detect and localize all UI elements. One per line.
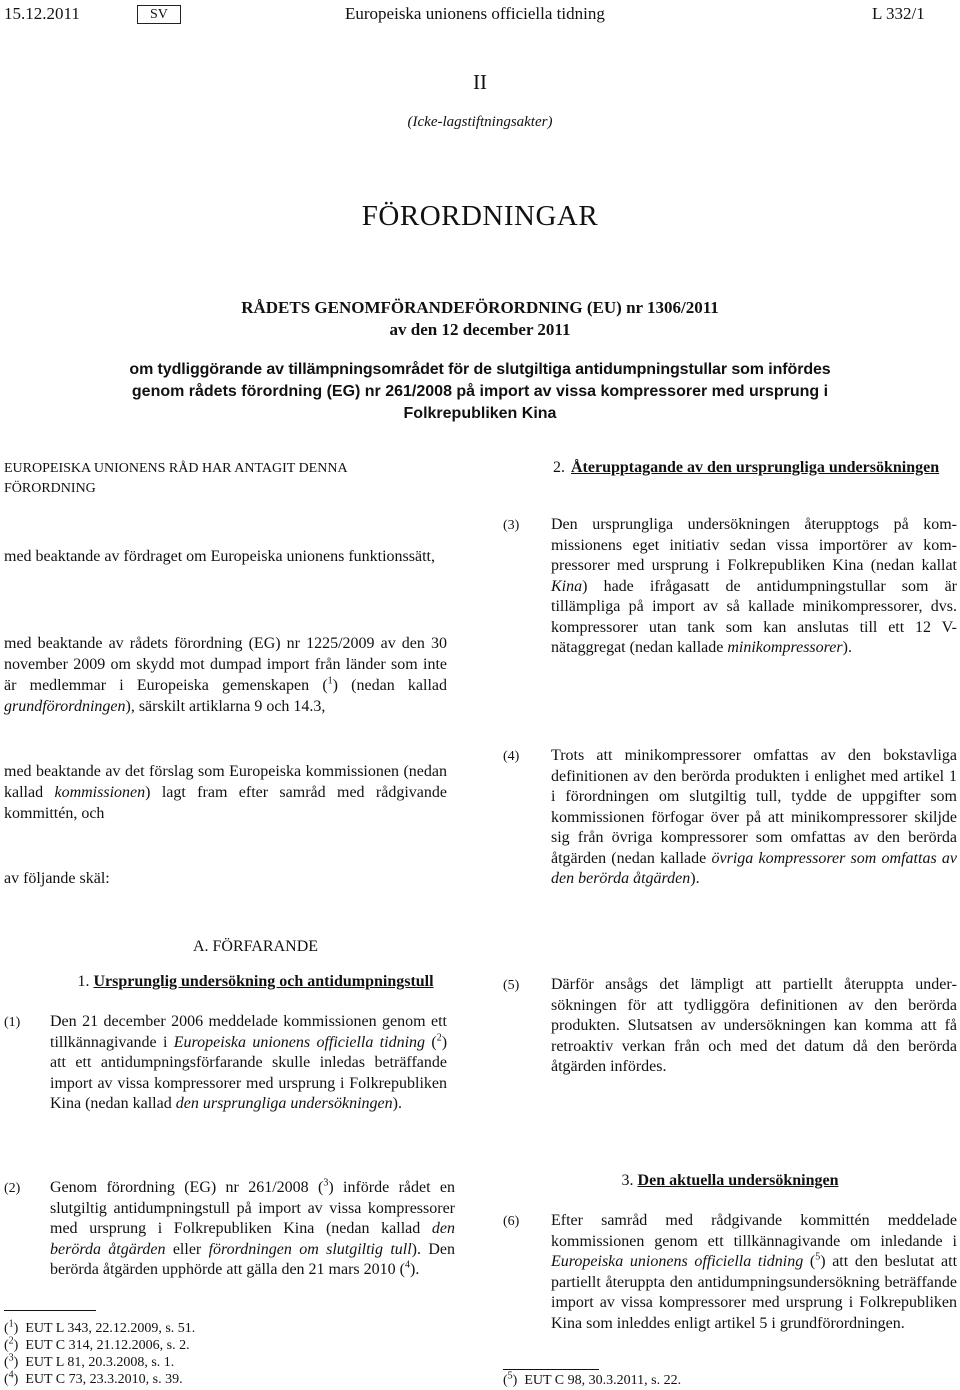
- footnote-3: ($^3$) EUT L 81, 20.3.2008, s. 1.: [4, 1352, 175, 1370]
- section-title: FÖRORDNINGAR: [361, 200, 599, 232]
- recital-number-4: (4): [503, 749, 520, 764]
- citation-commission-proposal: med beaktande av det förslag som Europeiska kommissionen (nedan kallad kommissionen) lagt fram efter samråd med rådgivande kommittén, och: [4, 763, 448, 822]
- recital-number-3: (3): [503, 518, 520, 533]
- footnote-4: ($^4$) EUT C 73, 23.3.2010, s. 39.: [4, 1369, 183, 1387]
- recital-4: Trots att minikompressorer omfattas av den bokstavliga definitionen av den berörda produkten i enlighet med artikel 1 i förordningen om slutgiltig tull, tydde de uppgifter som kommissionen förfogar över på att minikompressorer skiljde sig från övriga kompressorer som omfattas av den berörda åtgärden (nedan kallade övriga kompressorer som omfattas av den berörda åtgärden).: [551, 747, 957, 887]
- recital-number-1: (1): [4, 1015, 21, 1030]
- footnote-ref-1[interactable]: 1: [327, 675, 333, 687]
- recital-6: Efter samråd med rådgivande kommittén meddelade kommissionen genom ett tillkännagivande om inledande i Europeiska unionens officiella tidning ($^5$) att den beslutat att partiellt återuppta den antidumpningsundersökning beträffande import av vissa kompressorer med ursprung i Folkrepubliken Kina som inleddes enligt artikel 5 i grundförordningen.: [551, 1212, 958, 1332]
- regulation-subject-line-2: genom rådets förordning (EG) nr 261/2008 på import av vissa kompressorer med ursprung i: [131, 383, 829, 400]
- recital-number-5: (5): [503, 978, 520, 993]
- citation-basic-regulation: med beaktande av rådets förordning (EG) nr 1225/2009 av den 30 november 2009 om skydd mot dumpad import från länder som inte är medlemmar i Europeiska gemenskapen ($^1$) (nedan kallad grundförordningen), särskilt artiklarna 9 och 14.3,: [4, 635, 448, 715]
- recital-number-2: (2): [4, 1181, 21, 1196]
- footnote-ref-5[interactable]: 5: [815, 1251, 821, 1263]
- regulation-title: RÅDETS GENOMFÖRANDEFÖRORDNING (EU) nr 1306/2011: [241, 298, 719, 317]
- heading-reopening: 2. Återupptagande av den ursprungliga undersökningen: [553, 459, 940, 476]
- council-statement-line-1: EUROPEISKA UNIONENS RÅD HAR ANTAGIT DENNA: [4, 461, 348, 476]
- publication-date: 15.12.2011: [4, 4, 80, 23]
- council-statement: [4, 459, 348, 499]
- recital-number-6: (6): [503, 1214, 520, 1229]
- footnote-ref-3[interactable]: 3: [323, 1177, 329, 1189]
- recital-1: Den 21 december 2006 meddelade kommissionen genom ett tillkännagivande i Europeiska unionens officiella tidning ($^2$) att ett antidumpningsförfarande skulle inledas beträffande import av vissa kompressorer med ursprung i Folkrepubliken Kina (nedan kallad den ursprungliga undersökningen).: [50, 1013, 448, 1112]
- footnote-1: ($^1$) EUT L 343, 22.12.2009, s. 51.: [4, 1318, 196, 1336]
- footnote-5: ($^5$) EUT C 98, 30.3.2011, s. 22.: [503, 1370, 682, 1388]
- part-subtitle: (Icke-lagstiftningsakter): [407, 114, 553, 130]
- recital-2: Genom förordning (EG) nr 261/2008 ($^3$) införde rådet en slutgiltig antidumpningstull på import av vissa kompressorer med ursprung i Folkrepubliken Kina (nedan kallad den berörda åtgärden eller förordningen om slutgiltig tull). Den berörda åtgärden upphörde att gälla den 21 mars 2010 ($^4$).: [50, 1177, 456, 1278]
- footnote-divider-right: [503, 1369, 599, 1370]
- heading-original-investigation: 1. Ursprunglig undersökning och antidumpningstull: [77, 973, 434, 990]
- regulation-subject-line-3: Folkrepubliken Kina: [403, 405, 557, 422]
- footnote-divider-left: [4, 1310, 96, 1311]
- recitals-intro: av följande skäl:: [4, 870, 110, 887]
- council-statement-line-2: FÖRORDNING: [4, 481, 96, 496]
- footnote-ref-2[interactable]: 2: [436, 1032, 442, 1044]
- recital-5: Därför ansågs det lämpligt att partiellt återuppta undersökningen för att tydliggöra definitionen av den berörda produkten. Slutsatsen av undersökningen kan komma att få retroaktiv verkan från och med det datum då den berörda åtgärden infördes.: [551, 976, 957, 1075]
- journal-title: Europeiska unionens officiella tidning: [345, 4, 605, 23]
- citation-treaty: med beaktande av fördraget om Europeiska unionens funktionssätt,: [4, 548, 435, 565]
- footnotes-right: [503, 1372, 681, 1389]
- footnote-ref-4[interactable]: 4: [404, 1259, 410, 1271]
- regulation-subject-line-1: om tydliggörande av tillämpningsområdet för de slutgiltiga antidumpningstullar som infördes: [129, 361, 831, 378]
- heading-current-investigation: 3. Den aktuella undersökningen: [621, 1172, 839, 1189]
- footnote-2: ($^2$) EUT C 314, 21.12.2006, s. 2.: [4, 1335, 190, 1353]
- heading-procedure: A. FÖRFARANDE: [192, 938, 319, 955]
- footnotes-left: [4, 1320, 195, 1388]
- page-reference: L 332/1: [872, 4, 925, 23]
- regulation-date: av den 12 december 2011: [389, 320, 571, 339]
- language-badge: SV: [137, 5, 181, 24]
- part-number: II: [473, 70, 487, 94]
- recital-3: Den ursprungliga undersökningen återupptogs på kommissionens eget initiativ sedan vissa importörer av kompressorer med ursprung i Folkrepubliken Kina (nedan kallat Kina) hade ifrågasatt de antidumpningstullar som är tillämpliga på import av så kallade minikompressorer, dvs. kompressorer utan tank som kan anslutas till ett 12 V-nätaggregat (nedan kallade minikompressorer).: [551, 516, 957, 656]
